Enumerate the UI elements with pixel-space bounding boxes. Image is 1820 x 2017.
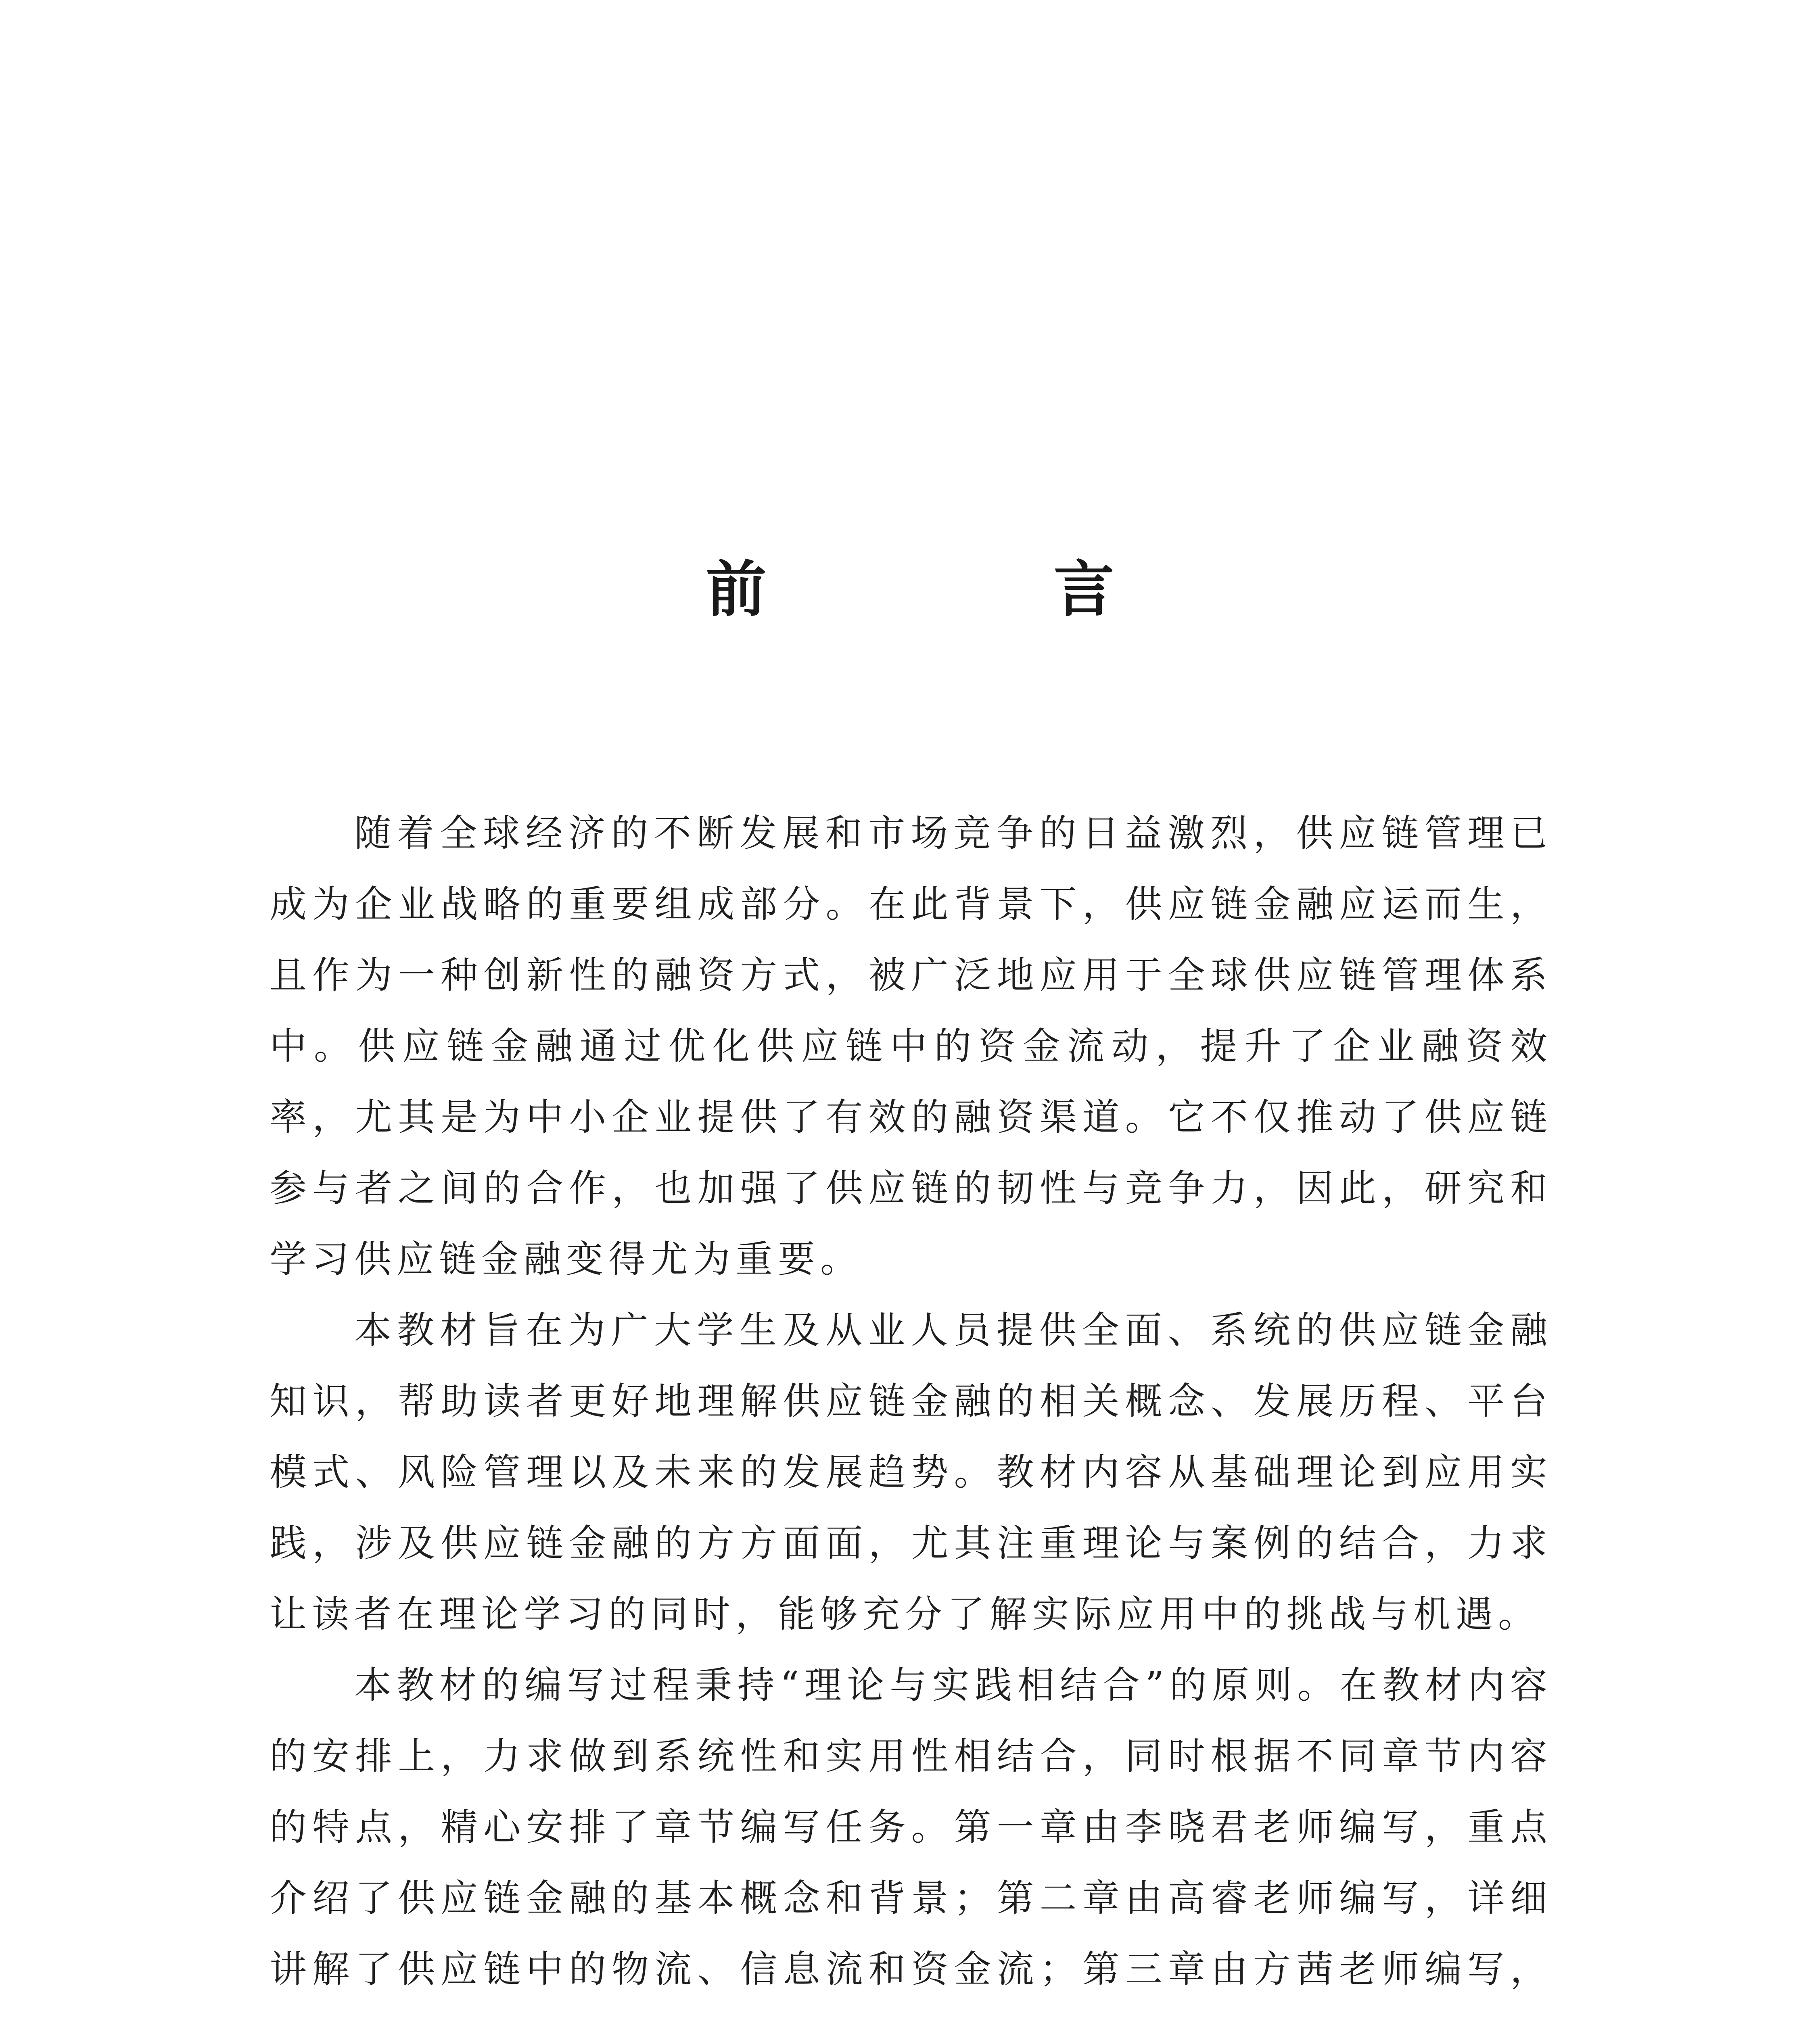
preface-body — [270, 798, 1553, 2017]
paragraph-3: 本教材的编写过程秉持“理论与实践相结合”的原则。在教材内容的安排上，力求做到系统性和实用性相结合，同时根据不同章节内容的特点，精心安排了章节编写任务。第一章由李晓君老师编写，重点介绍了供应链金融的基本概念和背景；第二章由高睿老师编写，详细讲解了供应链中的物流、信息流和资金流；第三章由方茜老师编写， — [270, 1664, 1553, 1991]
paragraph-1: 随着全球经济的不断发展和市场竞争的日益激烈，供应链管理已成为企业战略的重要组成部分。在此背景下，供应链金融应运而生，且作为一种创新性的融资方式，被广泛地应用于全球供应链管理体系中。供应链金融通过优化供应链中的资金流动，提升了企业融资效率，尤其是为中小企业提供了有效的融资渠道。它不仅推动了供应链参与者之间的合作，也加强了供应链的韧性与竞争力，因此，研究和学习供应链金融变得尤为重要。 — [270, 812, 1553, 1281]
paragraph-2: 本教材旨在为广大学生及从业人员提供全面、系统的供应链金融知识，帮助读者更好地理解供应链金融的相关概念、发展历程、平台模式、风险管理以及未来的发展趋势。教材内容从基础理论到应用实践，涉及供应链金融的方方面面，尤其注重理论与案例的结合，力求让读者在理论学习的同时，能够充分了解实际应用中的挑战与机遇。 — [270, 1309, 1553, 1636]
page-title: 前 言 — [706, 553, 1247, 625]
